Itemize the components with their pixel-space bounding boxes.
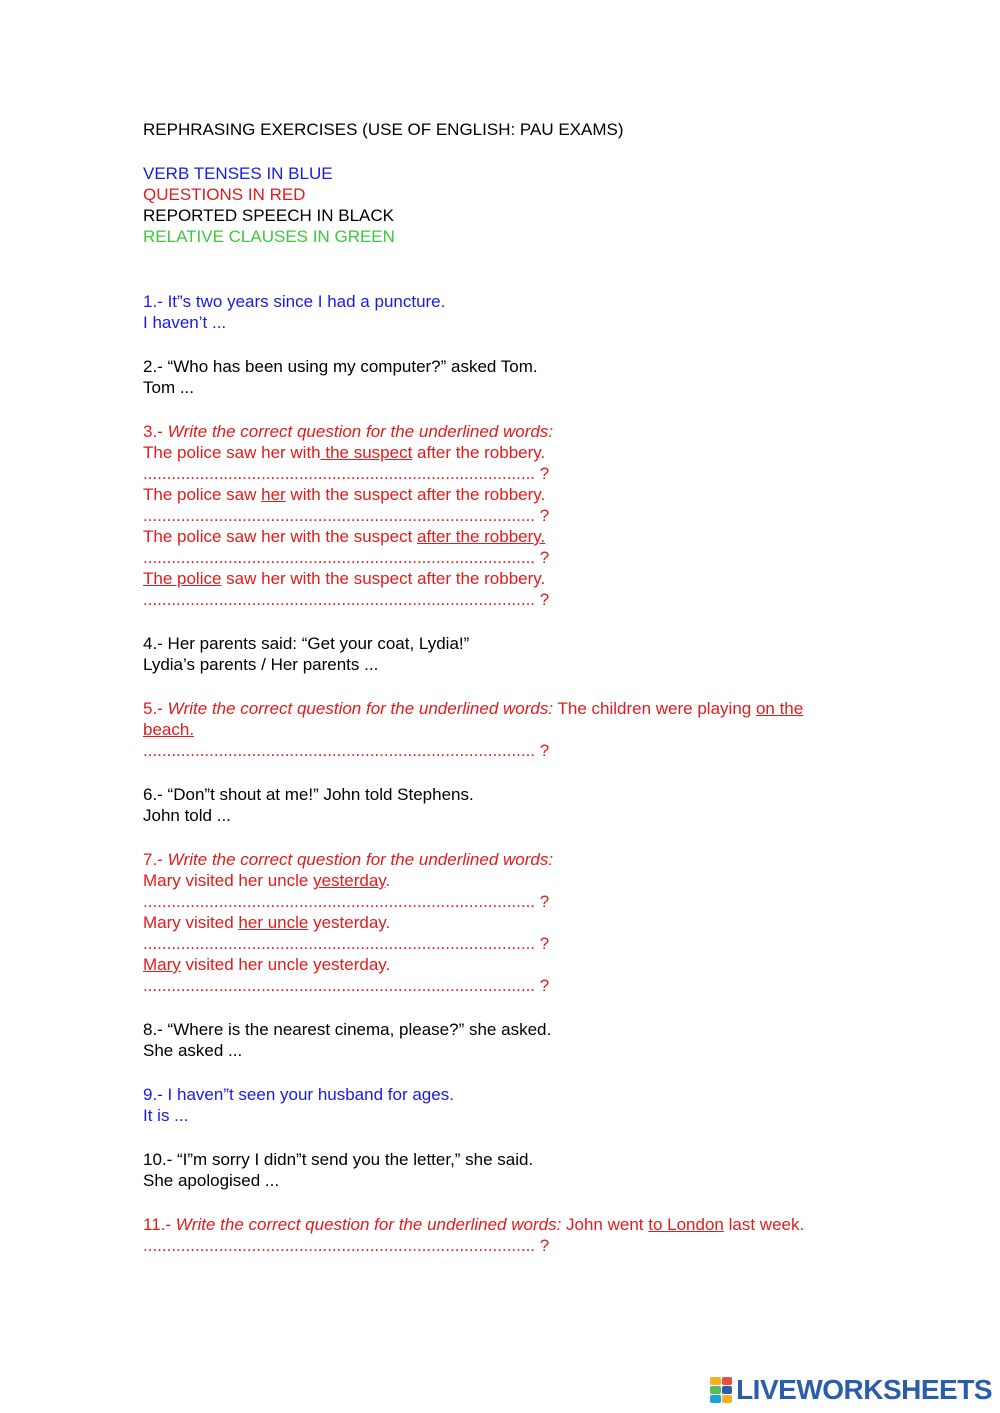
brand-name: LIVEWORKSHEETS (736, 1374, 992, 1405)
question-9: 9.- I haven”t seen your husband for ages. (143, 1085, 454, 1104)
worksheet (143, 119, 843, 1256)
question-6-answer[interactable]: John told ... (143, 806, 231, 825)
page-title: REPHRASING EXERCISES (USE OF ENGLISH: PAU EXAMS) (143, 120, 624, 139)
q3-sentence-2: The police saw her with the suspect after the robbery. (143, 485, 546, 504)
question-8-answer[interactable]: She asked ... (143, 1041, 243, 1060)
question-2-answer[interactable]: Tom ... (143, 378, 195, 397)
question-6: 6.- “Don”t shout at me!” John told Stephens. (143, 785, 474, 804)
q3-answer-4[interactable]: ................................................................................... ? (143, 590, 550, 609)
question-10-answer[interactable]: She apologised ... (143, 1171, 280, 1190)
q3-answer-1[interactable]: ................................................................................... ? (143, 464, 550, 483)
legend-blue: VERB TENSES IN BLUE (143, 164, 333, 183)
question-1-answer[interactable]: I haven’t ... (143, 313, 227, 332)
q5-answer[interactable]: ................................................................................... ? (143, 741, 550, 760)
q7-sentence-2: Mary visited her uncle yesterday. (143, 913, 391, 932)
question-5: 5.- Write the correct question for the underlined words: The children were playing on the beach. (143, 699, 804, 739)
q7-answer-2[interactable]: ................................................................................... ? (143, 934, 550, 953)
instruction: Write the correct question for the underlined words: (167, 422, 554, 441)
question-2: 2.- “Who has been using my computer?” asked Tom. (143, 357, 538, 376)
legend-red: QUESTIONS IN RED (143, 185, 306, 204)
q3-answer-3[interactable]: ................................................................................... ? (143, 548, 550, 567)
q7-sentence-3: Mary visited her uncle yesterday. (143, 955, 391, 974)
question-11: 11.- Write the correct question for the underlined words: John went to London last week. (143, 1215, 805, 1234)
question-4-answer[interactable]: Lydia’s parents / Her parents ... (143, 655, 379, 674)
q3-sentence-1: The police saw her with the suspect after the robbery. (143, 443, 546, 462)
question-3: 3.- Write the correct question for the underlined words: (143, 422, 554, 441)
q7-answer-1[interactable]: ................................................................................... ? (143, 892, 550, 911)
question-7: 7.- Write the correct question for the underlined words: (143, 850, 554, 869)
q3-answer-2[interactable]: ................................................................................... ? (143, 506, 550, 525)
liveworksheets-icon (710, 1377, 732, 1403)
q3-sentence-3: The police saw her with the suspect after the robbery. (143, 527, 546, 546)
question-10: 10.- “I”m sorry I didn”t send you the letter,” she said. (143, 1150, 534, 1169)
q7-sentence-1: Mary visited her uncle yesterday. (143, 871, 391, 890)
liveworksheets-logo[interactable] (710, 1375, 992, 1405)
q7-answer-3[interactable]: ................................................................................... ? (143, 976, 550, 995)
question-1: 1.- It”s two years since I had a puncture. (143, 292, 446, 311)
legend-black: REPORTED SPEECH IN BLACK (143, 206, 394, 225)
question-4: 4.- Her parents said: “Get your coat, Lydia!” (143, 634, 470, 653)
q3-sentence-4: The police saw her with the suspect after the robbery. (143, 569, 546, 588)
question-9-answer[interactable]: It is ... (143, 1106, 189, 1125)
legend-green: RELATIVE CLAUSES IN GREEN (143, 227, 395, 246)
question-8: 8.- “Where is the nearest cinema, please?” she asked. (143, 1020, 552, 1039)
q11-answer[interactable]: ................................................................................... ? (143, 1236, 550, 1255)
